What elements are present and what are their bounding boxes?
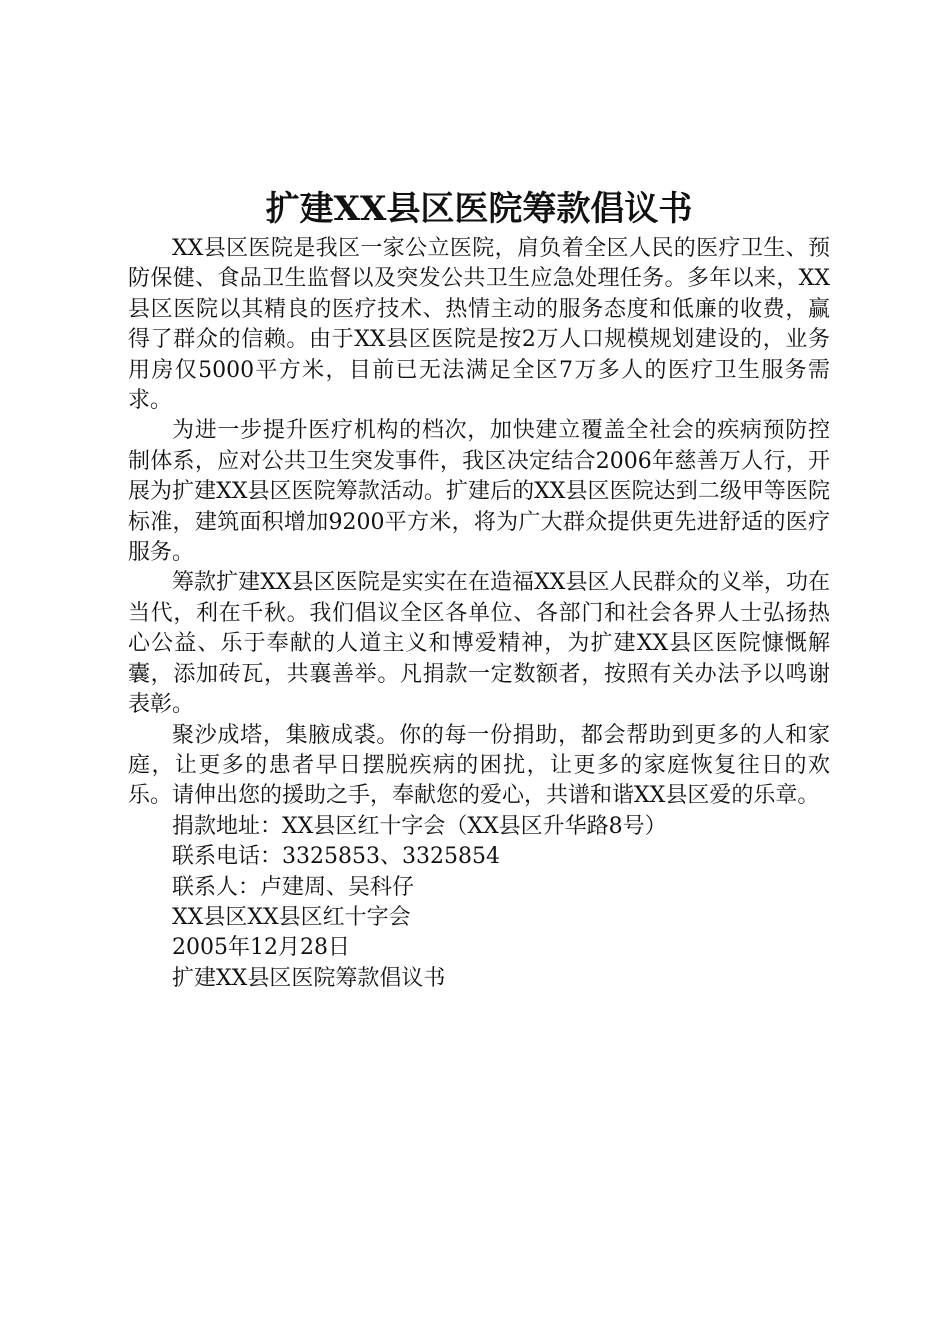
issue-date: 2005年12月28日 — [172, 935, 350, 961]
document-title: 扩建XX县区医院筹款倡议书 — [265, 189, 693, 229]
paragraph-hospital-intro: XX县区医院是我区一家公立医院，肩负着全区人民的医疗卫生、预防保健、食品卫生监督以及突发公共卫生应急处理任务。多年以来，XX县区医院以其精良的医疗技术、热情主动的服务态度和低廉的收费，赢得了群众的信赖。由于XX县区医院是按2万人口规模规划建设的，业务用房仅5000平方米，目前已无法满足全区7万多人的医疗卫生服务需求。 — [128, 236, 830, 414]
paragraph-closing: 聚沙成塔，集腋成裘。你的每一份捐助，都会帮助到更多的人和家庭，让更多的患者早日摆脱疾病的困扰，让更多的家庭恢复往日的欢乐。请伸出您的援助之手，奉献您的爱心，共谱和谐XX县区爱的乐章。 — [128, 722, 830, 809]
paragraph-appeal: 筹款扩建XX县区医院是实实在在造福XX县区人民群众的义举，功在当代，利在千秋。我们倡议全区各单位、各部门和社会各界人士弘扬热心公益、乐于奉献的人道主义和博爱精神，为扩建XX县区医院慷慨解囊，添加砖瓦，共襄善举。凡捐款一定数额者，按照有关办法予以鸣谢表彰。 — [128, 570, 830, 718]
issuing-organization: XX县区XX县区红十字会 — [172, 904, 411, 930]
donation-address: 捐款地址：XX县区红十字会（XX县区升华路8号） — [172, 813, 667, 839]
contact-person: 联系人：卢建周、吴科仔 — [172, 874, 415, 900]
document-page — [128, 186, 830, 994]
contact-phone: 联系电话：3325853、3325854 — [172, 844, 500, 870]
paragraph-fundraising-plan: 为进一步提升医疗机构的档次，加快建立覆盖全社会的疾病预防控制体系，应对公共卫生突发事件，我区决定结合2006年慈善万人行，开展为扩建XX县区医院筹款活动。扩建后的XX县区医院达到二级甲等医院标准，建筑面积增加9200平方米，将为广大群众提供更先进舒适的医疗服务。 — [128, 418, 830, 566]
document-footer-title: 扩建XX县区医院筹款倡议书 — [172, 965, 446, 991]
